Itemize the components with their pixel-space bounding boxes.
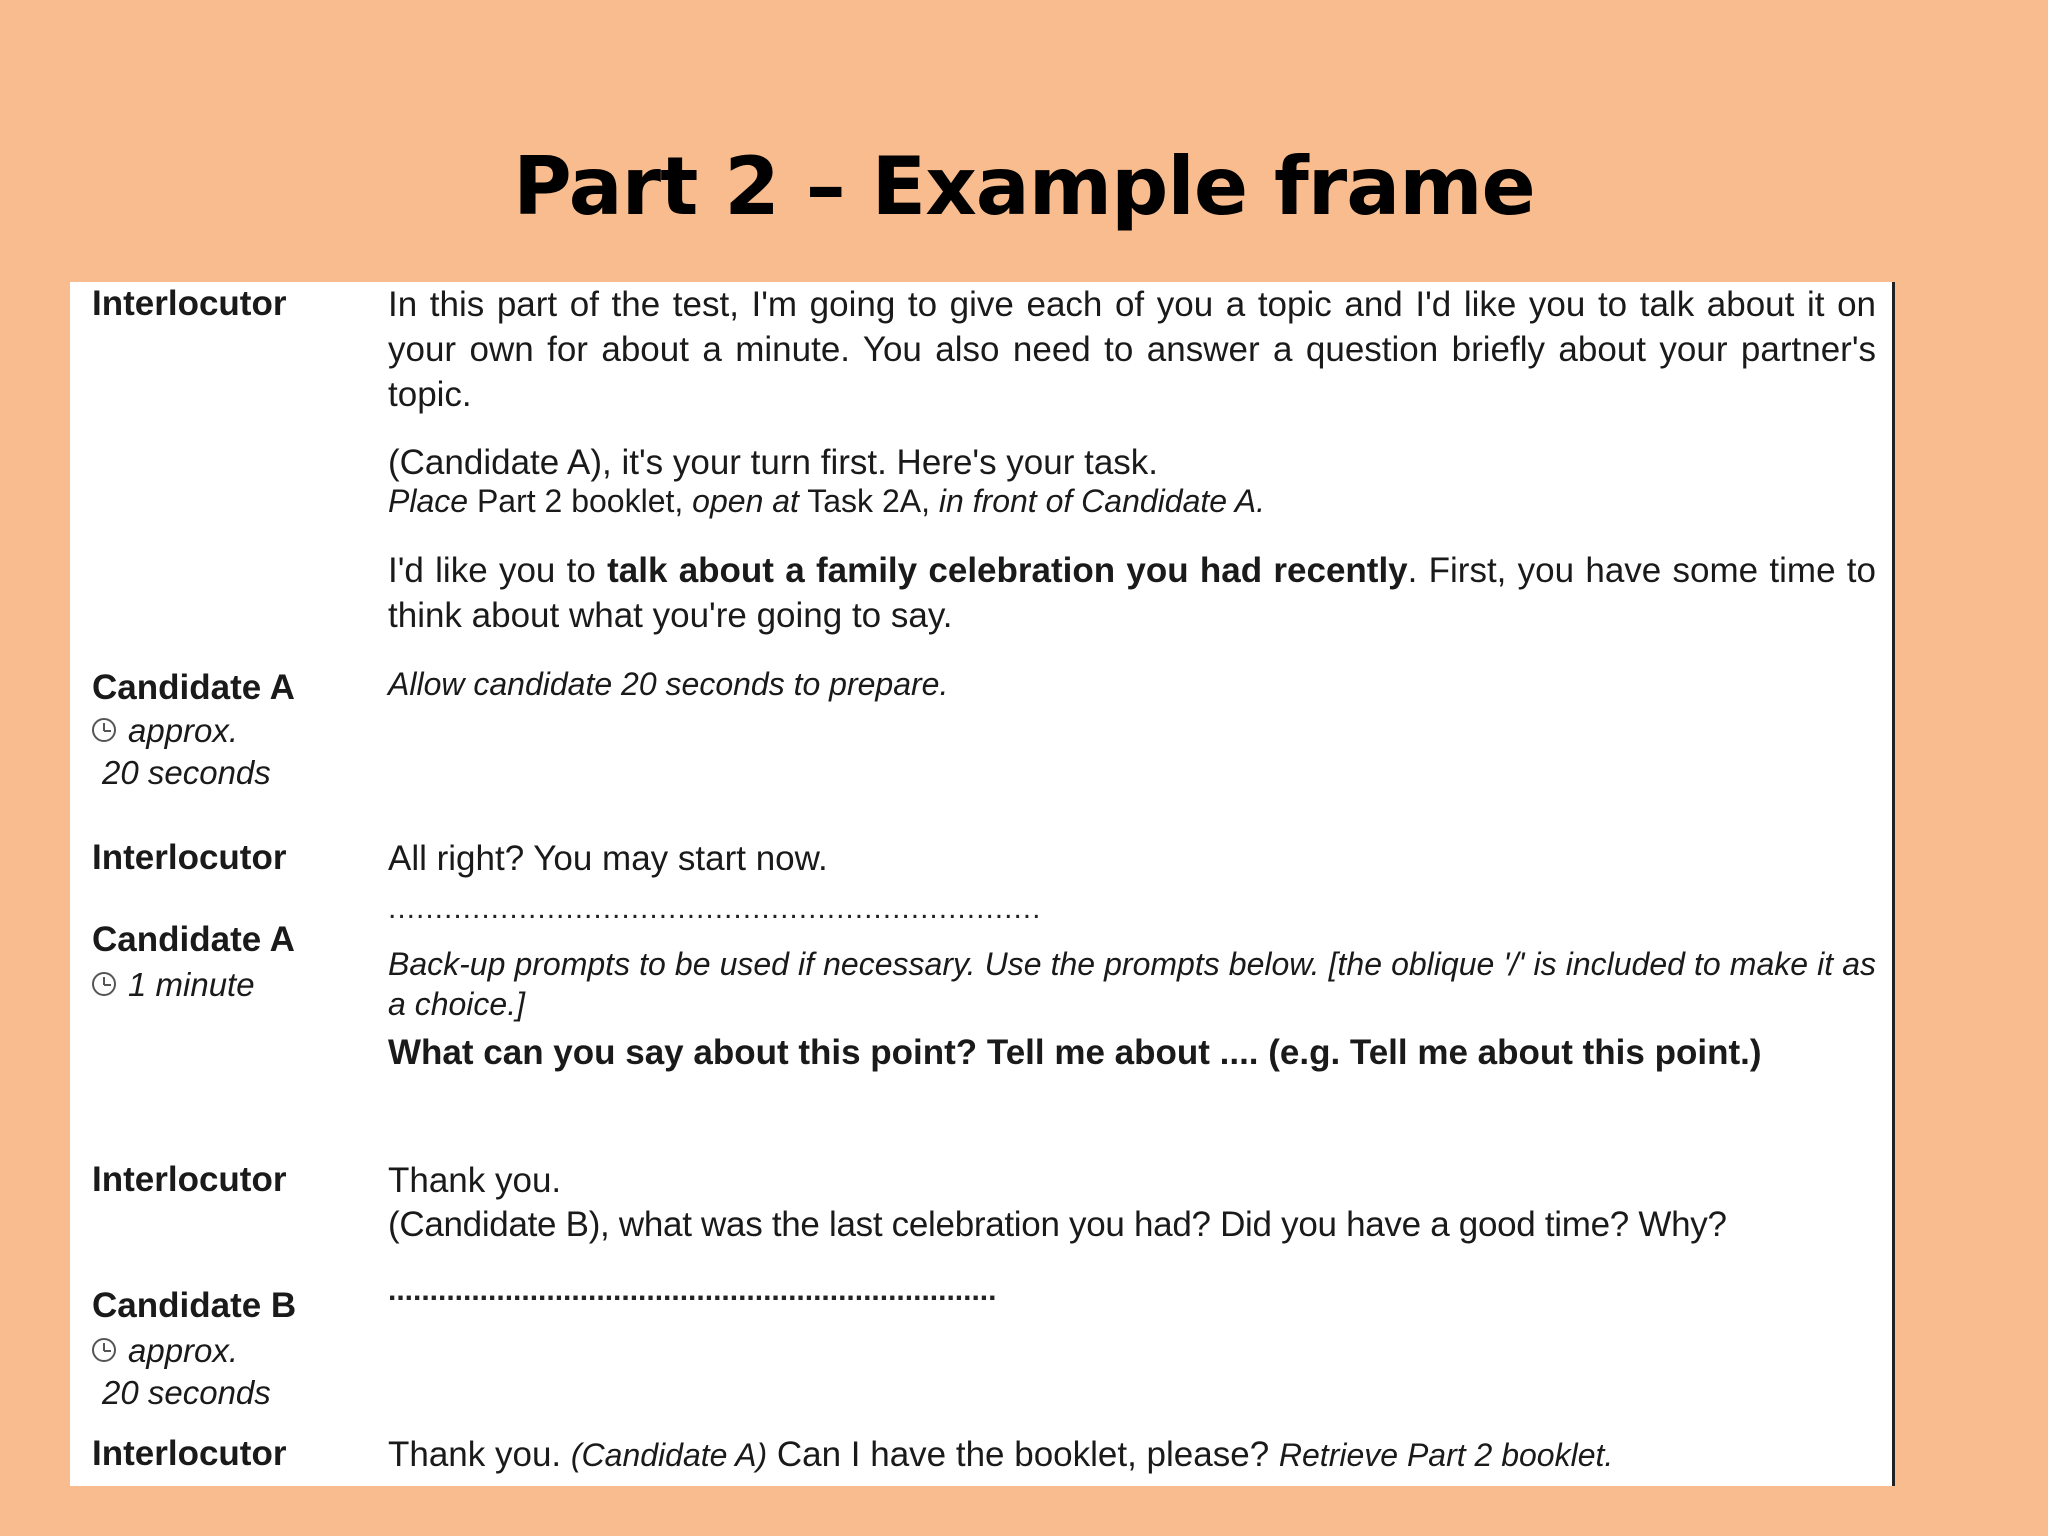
task-instruction: I'd like you to talk about a family celebration you had recently. First, you have some time to think about what you're going to say. [388,551,1876,635]
response-dots: ...................................................................... [388,892,1042,925]
speaker-label: Interlocutor [92,284,287,323]
backup-prompts-note: Back-up prompts to be used if necessary. Use the prompts below. [the oblique '/' is included to make it as a choice.] [388,946,1877,1022]
stage-direction: Allow candidate 20 seconds to prepare. [388,666,949,702]
interlocutor-thanks: Thank you. [388,1161,562,1200]
slide-title: Part 2 – Example frame [513,140,1535,233]
timing-duration: 20 seconds [102,1374,271,1411]
timing-duration: 20 seconds [102,754,271,791]
speaker-label: Interlocutor [92,1160,287,1199]
clock-icon [92,718,116,742]
speaker-label: Interlocutor [92,1434,287,1473]
turn-announcement: (Candidate A), it's your turn first. Here's your task. [388,443,1159,482]
interlocutor-line: All right? You may start now. [388,839,828,878]
interlocutor-question: (Candidate B), what was the last celebration you had? Did you have a good time? Why? [388,1205,1727,1244]
instruction-paragraph: In this part of the test, I'm going to give each of you a topic and I'd like you to talk about it on your own for about a minute. You also need to answer a question briefly about your partner's topic. [388,285,1876,414]
clock-icon [92,1338,116,1362]
exam-script-document [70,282,1895,1486]
stage-direction: Place Part 2 booklet, open at Task 2A, in front of Candidate A. [388,483,1265,519]
speaker-label: Interlocutor [92,838,287,877]
speaker-label: Candidate A [92,668,295,707]
response-dots: ......................................................................... [388,1274,997,1307]
clock-icon [92,972,116,996]
speaker-label: Candidate A [92,920,295,959]
speaker-label: Candidate B [92,1286,297,1325]
timing-approx: approx. [92,1332,238,1370]
backup-prompt-question: What can you say about this point? Tell me about .... (e.g. Tell me about this point.) [388,1033,1762,1072]
timing-duration: 1 minute [92,966,255,1004]
closing-line: Thank you. (Candidate A) Can I have the booklet, please? Retrieve Part 2 booklet. [388,1435,1614,1474]
timing-approx: approx. [92,712,238,750]
